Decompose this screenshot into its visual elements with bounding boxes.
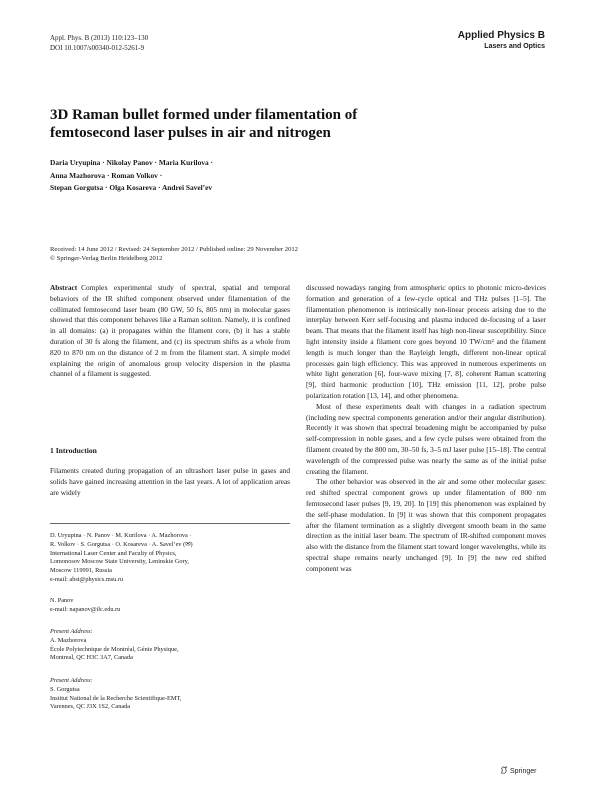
affil-line: N. Panov xyxy=(50,597,74,604)
springer-horse-icon xyxy=(500,766,508,774)
doi: DOI 10.1007/s00340-012-5261-9 xyxy=(50,44,145,52)
affil-line: Varennes, QC J3X 1S2, Canada xyxy=(50,703,131,711)
affil-line: Montreal, QC H3C 3A7, Canada xyxy=(50,654,133,662)
publisher-mark xyxy=(500,766,536,775)
paragraph: The other behavior was observed in the air and some other molecular gases: red shifted spectral component grows up under filamentation of 800 nm femtosecond laser pulses [9, 19, 20]. In [19] this phenomenon was explained by the self-phase modulation. In [9] it was shown that this component propagates after the filament termination as a slightly divergent smooth beam in the same direction as the initial laser beam. The spectrum of IR-shifted component moves also with the distance from the filament start toward longer wavelengths, while its spectral shape remains nearly unchanged [9]. In [9] the new red shifted component was xyxy=(306,477,546,573)
present-address-1 xyxy=(50,628,290,663)
affil-line: École Polytechnique de Montréal, Génie Physique, xyxy=(50,645,179,653)
author-line: Daria Uryupina · Nikolay Panov · Maria Kurilova · xyxy=(50,158,214,167)
affil-line: Moscow 119991, Russia xyxy=(50,567,112,575)
affil-line: A. Mazhorova xyxy=(50,636,87,644)
author-line: Anna Mazhorova · Roman Volkov · xyxy=(50,170,163,180)
body-right-column xyxy=(306,283,546,575)
present-address-2 xyxy=(50,677,290,712)
affil-email: e-mail: napanov@ilc.edu.ru xyxy=(50,605,121,613)
affil-line: S. Gorgutsa xyxy=(50,685,80,693)
abstract-text: Complex experimental study of spectral, spatial and temporal behaviors of the IR shifted component observed under filamentation of the collimated femtosecond laser beam (80 GW, 50 fs, 805 nm) in molecular gases showed that this component behaves like a Raman soliton. Namely, it is confined in all domains: (a) it propagates within the filament core, (b) it has a stable duration of 30 fs along the filament, and (c) its spectrum shifts as a whole from 820 to 870 nm on the distance of 2 m from the filament start. A simple model explaining the origin of anomalous group velocity dispersion in the plasma channel of a filament is suggested. xyxy=(50,283,290,379)
abstract xyxy=(50,283,290,380)
author-line: Stepan Gorgutsa · Olga Kosareva · Andrei Savel’ev xyxy=(50,183,213,192)
abstract-label: Abstract xyxy=(50,283,78,292)
affil-line: R. Volkov · S. Gorgutsa · O. Kosareva · A. Savel’ev (✉) xyxy=(50,540,193,548)
journal-citation: Appl. Phys. B (2013) 110:123–130 xyxy=(50,34,149,42)
history-dates: Received: 14 June 2012 / Revised: 24 September 2012 / Published online: 29 November 2012 xyxy=(50,246,298,253)
section-heading: 1 Introduction xyxy=(50,446,97,455)
journal-name: Applied Physics B xyxy=(457,30,545,41)
affiliation-main xyxy=(50,532,290,585)
affil-line: D. Uryupina · N. Panov · M. Kurilova · A. Mazhorova · xyxy=(50,532,192,539)
affil-line: International Laser Center and Faculty of Physics, xyxy=(50,549,177,557)
paragraph: discussed nowadays ranging from atmospheric optics to photonic micro-devices formation and generation of a few-cycle optical and THz pulses [1–5]. The filamentation phenomenon is intrinsically non-linear process arising due to the interplay between Kerr self-focusing and plasma induced de-focusing of a laser beam. That means that the filament itself has high non-linear susceptibility. Since light intensity inside a filament core goes beyond 10 TW/cm² and the filament length is much longer than the Rayleigh length, different non-linear optical processes gain high efficiency. This was approved in numerous experiments on white light generation [6], four-wave mixing [7, 8], coherent Raman scattering [9], third harmonic production [10], THz emission [11, 12], probe pulse polarization rotation [13, 14], and other phenomena. xyxy=(306,283,546,400)
affil-line: Institut National de la Recherche Scientifique-EMT, xyxy=(50,694,182,702)
affiliation-panov xyxy=(50,597,290,615)
footnote-divider xyxy=(50,523,290,524)
affil-line: Lomonosov Moscow State University, Leninskie Gory, xyxy=(50,558,189,566)
present-address-label: Present Address: xyxy=(50,628,93,635)
publication-dates xyxy=(50,245,470,263)
present-address-label: Present Address: xyxy=(50,677,93,684)
journal-subtitle: Lasers and Optics xyxy=(484,43,545,50)
author-list xyxy=(50,157,350,195)
paragraph: Most of these experiments dealt with changes in a radiation spectrum (including new spectral components generation and/or their angular distribution). Recently it was shown that spectral broadening might be accompanied by pulse self-compression in noble gases, and a few cycle pulses were obtained from the filament created by the 800 nm, 30–50 fs, 3–5 mJ laser pulse [15–18]. The central wavelength of the compressed pulse was nearly the same as of the initial pulse creating the filament. xyxy=(306,401,546,476)
running-header xyxy=(50,33,148,53)
journal-logo xyxy=(440,30,545,51)
article-title: 3D Raman bullet formed under filamentation of femtosecond laser pulses in air and nitrogen xyxy=(50,107,358,141)
copyright: © Springer-Verlag Berlin Heidelberg 2012 xyxy=(50,255,163,262)
affil-email: e-mail: abst@physics.msu.ru xyxy=(50,575,124,583)
intro-text: Filaments created during propagation of an ultrashort laser pulse in gases and solids have gained increasing attention in the last years. A lot of application areas are widely xyxy=(50,466,290,497)
publisher-name: Springer xyxy=(510,768,537,775)
